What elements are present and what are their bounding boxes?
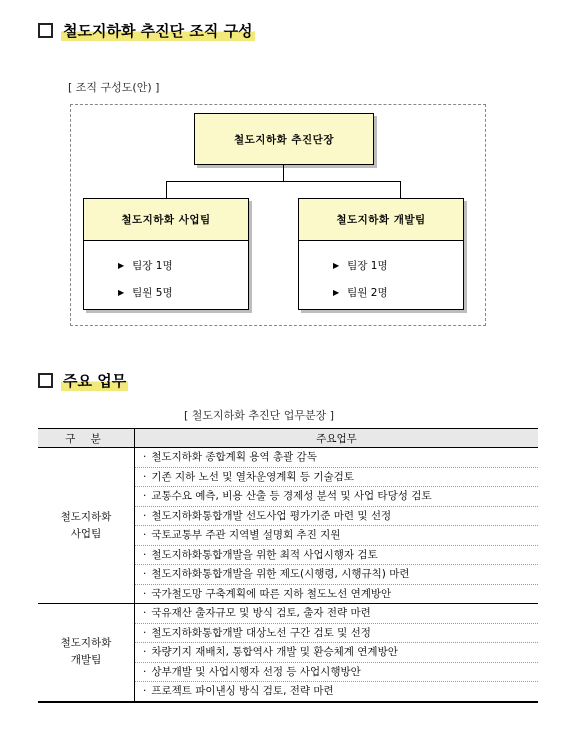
task-item [135, 604, 538, 624]
section-heading-organization [38, 20, 255, 41]
table-row [38, 604, 538, 702]
dot-bullet-icon: · [143, 646, 147, 658]
triangle-bullet-icon: ▶ [118, 261, 125, 270]
task-item [135, 468, 538, 488]
task-text: 프로젝트 파이낸싱 방식 검토, 전략 마련 [151, 685, 334, 697]
task-item [135, 643, 538, 663]
triangle-bullet-icon: ▶ [118, 288, 125, 297]
task-text: 교통수요 예측, 비용 산출 등 경제성 분석 및 사업 타당성 검토 [151, 490, 432, 502]
triangle-bullet-icon: ▶ [333, 288, 340, 297]
dot-bullet-icon: · [143, 451, 147, 463]
task-item [135, 546, 538, 566]
dot-bullet-icon: · [143, 587, 147, 600]
dot-bullet-icon: · [143, 548, 147, 561]
task-item [135, 565, 538, 585]
org-head-box [194, 113, 374, 165]
column-header-duties: 주요업무 [135, 429, 539, 448]
table-header-row [38, 429, 538, 448]
team-member-row [118, 258, 173, 273]
task-item [135, 663, 538, 683]
team-cell [38, 448, 135, 604]
tasks-cell [135, 604, 539, 702]
table-caption: [ 철도지하화 추진단 업무분장 ] [184, 409, 335, 422]
checkbox-square-icon [38, 373, 53, 388]
dot-bullet-icon: · [143, 685, 147, 697]
dot-bullet-icon: · [143, 490, 147, 502]
team-cell-line: 개발팀 [70, 654, 102, 667]
triangle-bullet-icon: ▶ [333, 261, 340, 270]
task-item [135, 585, 538, 604]
dot-bullet-icon: · [143, 470, 147, 483]
team-cell-line: 사업팀 [70, 527, 102, 540]
dot-bullet-icon: · [143, 626, 147, 639]
dot-bullet-icon: · [143, 665, 147, 678]
table-row [38, 448, 538, 604]
duty-table [38, 428, 538, 703]
dot-bullet-icon: · [143, 509, 147, 522]
member-text: 팀장 1명 [132, 260, 173, 272]
org-head-label: 철도지하화 추진단장 [234, 133, 334, 146]
connector-line [166, 181, 401, 182]
team-header [299, 199, 463, 241]
section-heading-duties [38, 370, 128, 391]
task-text: 철도지하화통합개발 선도사업 평가기준 마련 및 선정 [151, 509, 392, 522]
team-name: 철도지하화 사업팀 [121, 214, 211, 226]
dot-bullet-icon: · [143, 568, 147, 580]
member-text: 팀원 5명 [132, 287, 173, 299]
task-text: 국토교통부 주관 지역별 설명회 추진 지원 [151, 529, 341, 541]
team-member-row [333, 285, 388, 300]
connector-line [283, 165, 284, 182]
dot-bullet-icon: · [143, 607, 147, 619]
team-cell-line: 철도지하화 [60, 510, 112, 523]
checkbox-square-icon [38, 23, 53, 38]
member-text: 팀원 2명 [347, 287, 388, 299]
team-member-row [118, 285, 173, 300]
team-member-row [333, 258, 388, 273]
task-text: 철도지하화 종합계획 용역 총괄 감독 [151, 451, 317, 463]
team-cell [38, 604, 135, 702]
task-text: 국유재산 출자규모 및 방식 검토, 출자 전략 마련 [151, 607, 371, 619]
task-text: 철도지하화통합개발 대상노선 구간 검토 및 선정 [151, 626, 371, 639]
section-title: 주요 업무 [63, 372, 127, 390]
task-item [135, 682, 538, 701]
task-item [135, 526, 538, 546]
task-text: 철도지하화통합개발을 위한 제도(시행령, 시행규칙) 마련 [151, 568, 410, 580]
task-item [135, 507, 538, 527]
org-chart-caption: [ 조직 구성도(안) ] [68, 81, 160, 94]
task-text: 상부개발 및 사업시행자 선정 등 사업시행방안 [151, 665, 361, 678]
team-name: 철도지하화 개발팀 [336, 214, 426, 226]
team-header [84, 199, 248, 241]
task-item [135, 624, 538, 644]
dot-bullet-icon: · [143, 529, 147, 541]
task-text: 기존 지하 노선 및 열차운영계획 등 기술검토 [151, 470, 354, 483]
connector-line [400, 181, 401, 198]
task-item [135, 487, 538, 507]
task-text: 국가철도망 구축계획에 따른 지하 철도노선 연계방안 [151, 587, 392, 600]
column-header-category: 구 분 [38, 429, 135, 448]
task-item [135, 448, 538, 468]
tasks-cell [135, 448, 539, 604]
connector-line [166, 181, 167, 198]
team-cell-line: 철도지하화 [60, 637, 112, 650]
section-title: 철도지하화 추진단 조직 구성 [63, 22, 253, 40]
task-text: 차량기지 재배치, 통합역사 개발 및 환승체계 연계방안 [151, 646, 398, 658]
task-text: 철도지하화통합개발을 위한 최적 사업시행자 검토 [151, 548, 378, 561]
member-text: 팀장 1명 [347, 260, 388, 272]
